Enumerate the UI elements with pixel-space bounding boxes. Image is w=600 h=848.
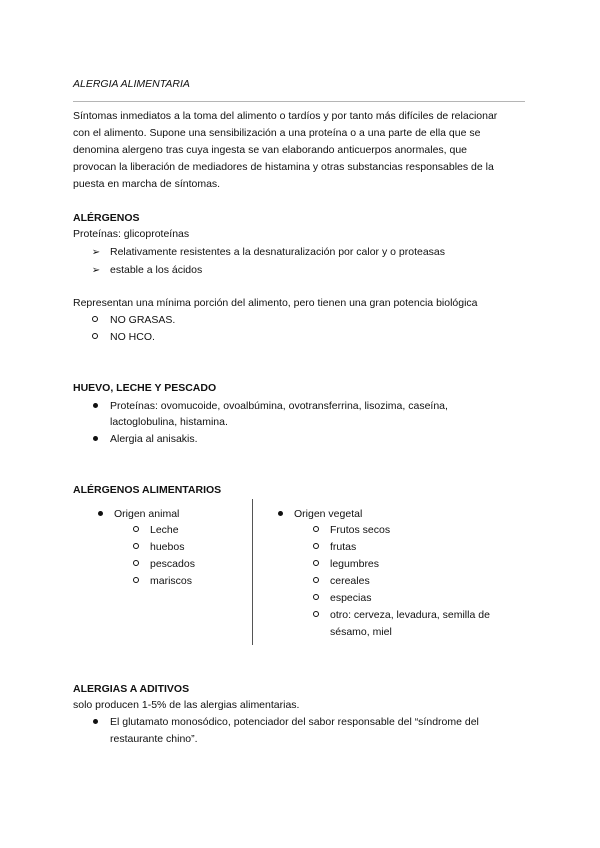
intro-line: puesta en marcha de síntomas. (73, 178, 221, 190)
circle-bullet-icon (129, 539, 143, 556)
circle-bullet-icon (88, 329, 102, 346)
vegetal-item: especias (330, 592, 372, 604)
aditivos-text: solo producen 1-5% de las alergias alimentarias. (73, 699, 300, 711)
origen-vegetal-label: Origen vegetal (294, 508, 363, 520)
dot-bullet-icon (88, 714, 102, 731)
vegetal-item: frutas (330, 541, 357, 553)
circle-bullet-icon (309, 607, 323, 624)
huevo-heading: HUEVO, LECHE Y PESCADO (73, 382, 217, 394)
circle-bullet-icon (309, 556, 323, 573)
origen-animal-label: Origen animal (114, 508, 180, 520)
circle-bullet-icon (309, 522, 323, 539)
circle-bullet-icon (129, 556, 143, 573)
intro-line: Síntomas inmediatos a la toma del alimento o tardíos y por tanto más difíciles de relacionar (73, 110, 498, 122)
arrow-bullet-icon: ➢ (91, 265, 101, 276)
vegetal-item: Frutos secos (330, 524, 391, 536)
animal-item: pescados (150, 558, 195, 570)
alergenos-subtitle: Proteínas: glicoproteínas (73, 228, 190, 240)
arrow-bullet-icon: ➢ (91, 247, 101, 258)
intro-line: con el alimento. Supone una sensibilización a una proteína o a una parte de ella que se (73, 127, 481, 139)
alergenos-heading: ALÉRGENOS (73, 212, 140, 224)
intro-line: denomina alergeno tras cuya ingesta se van elaborando anticuerpos anormales, que (73, 144, 468, 156)
intro-line: provocan la liberación de mediadores de histamina y otras substancias responsables de la (73, 161, 494, 173)
animal-item: mariscos (150, 575, 193, 587)
circle-bullet-icon (309, 590, 323, 607)
alimentarios-heading: ALÉRGENOS ALIMENTARIOS (73, 484, 222, 496)
circle-bullet-icon (129, 573, 143, 590)
alergenos-circle-item: NO GRASAS. (110, 314, 176, 326)
circle-bullet-icon (129, 522, 143, 539)
dot-bullet-icon (93, 506, 107, 523)
vegetal-item: cereales (330, 575, 370, 587)
alergenos-arrow-item: estable a los ácidos (110, 264, 203, 276)
animal-item: Leche (150, 524, 179, 536)
dot-bullet-icon (273, 506, 287, 523)
vegetal-item-line: otro: cerveza, levadura, semilla de (330, 609, 490, 621)
huevo-item-line: lactoglobulina, histamina. (110, 416, 228, 428)
column-divider (252, 499, 253, 645)
aditivos-item-line: El glutamato monosódico, potenciador del sabor responsable del “síndrome del (110, 716, 479, 728)
circle-bullet-icon (88, 312, 102, 329)
intro-paragraph (73, 108, 525, 193)
alergenos-statement: Representan una mínima porción del alimento, pero tienen una gran potencia biológica (73, 297, 478, 309)
document-title: ALERGIA ALIMENTARIA (73, 78, 190, 90)
huevo-item: Alergia al anisakis. (110, 433, 198, 445)
circle-bullet-icon (309, 573, 323, 590)
dot-bullet-icon (88, 431, 102, 448)
aditivos-heading: ALERGIAS A ADITIVOS (73, 683, 190, 695)
aditivos-item-line: restaurante chino”. (110, 733, 198, 745)
vegetal-item-line: sésamo, miel (330, 626, 392, 638)
circle-bullet-icon (309, 539, 323, 556)
vegetal-item: legumbres (330, 558, 380, 570)
huevo-item-line: Proteínas: ovomucoide, ovoalbúmina, ovotransferrina, lisozima, caseína, (110, 400, 448, 412)
title-divider (73, 101, 525, 102)
alergenos-circle-item: NO HCO. (110, 331, 155, 343)
dot-bullet-icon (88, 398, 102, 415)
alergenos-arrow-item: Relativamente resistentes a la desnaturalización por calor y o proteasas (110, 246, 446, 258)
animal-item: huebos (150, 541, 185, 553)
